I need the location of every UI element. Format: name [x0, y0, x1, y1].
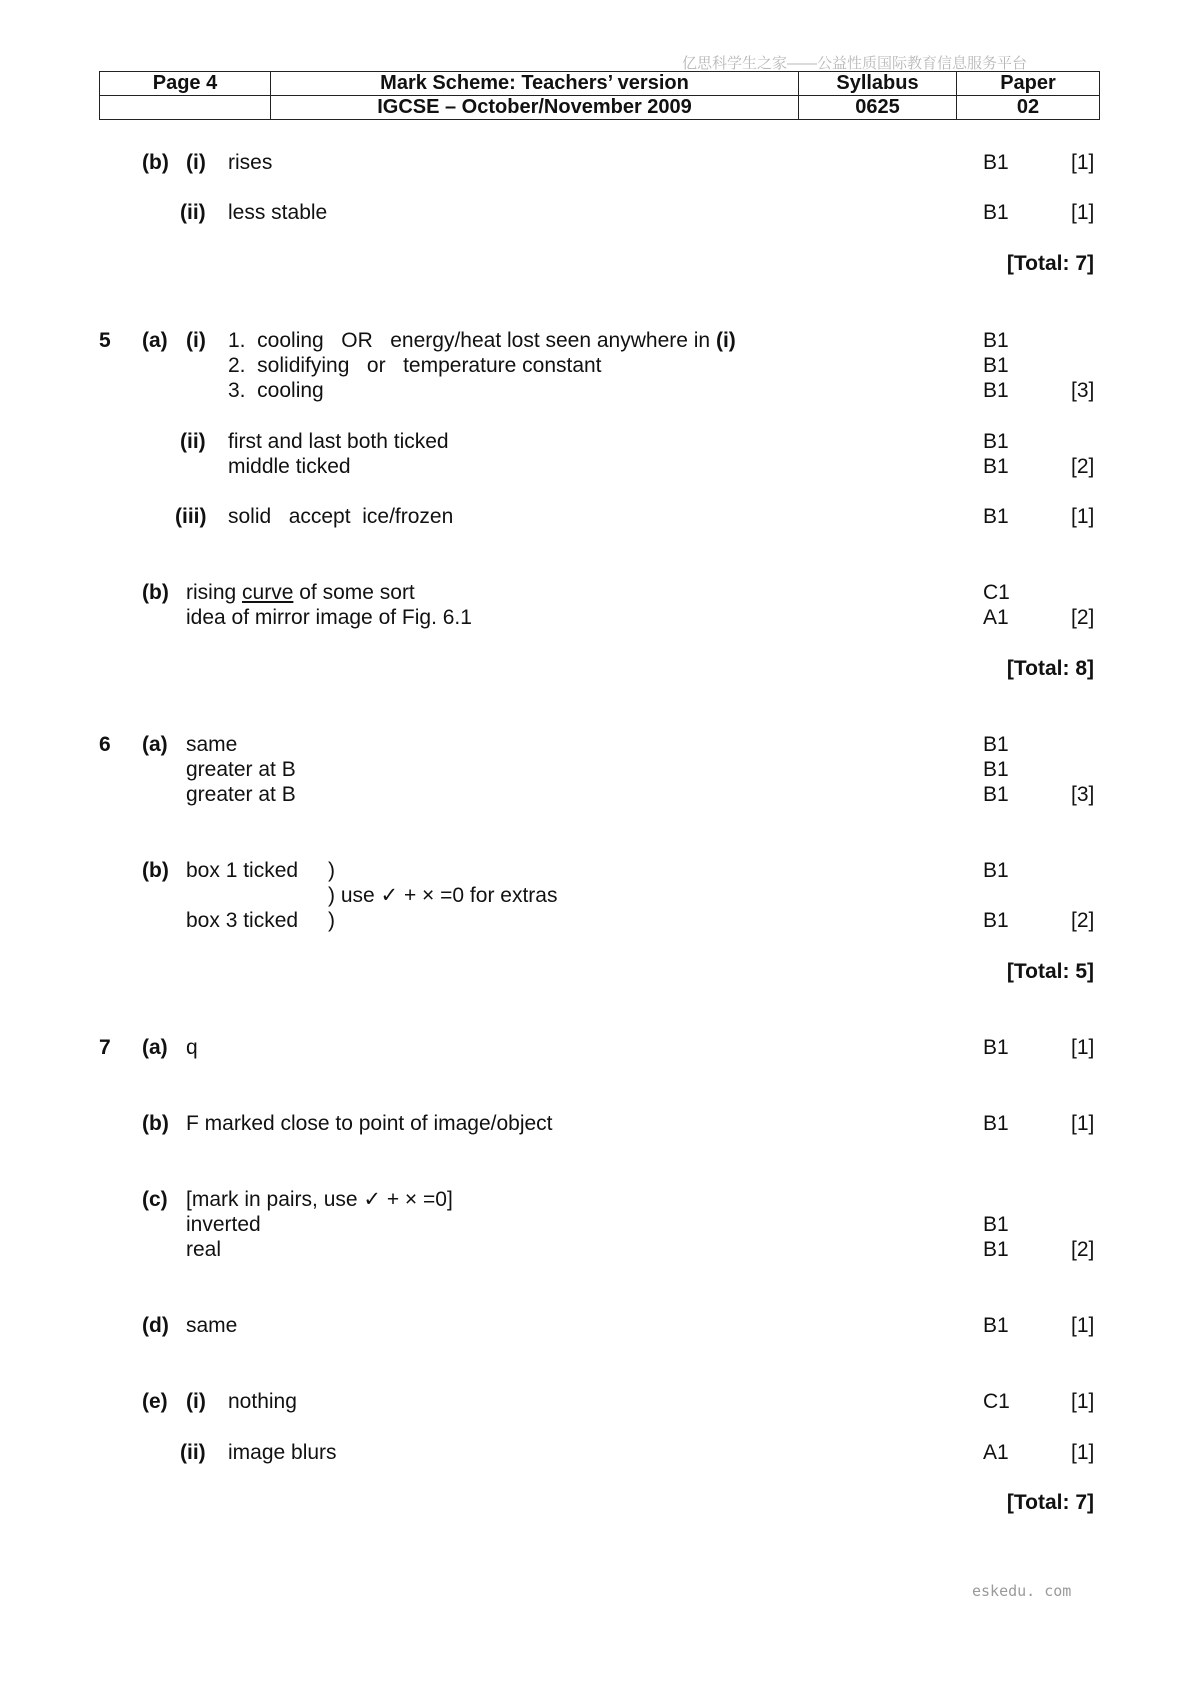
q7c-line2: inverted — [186, 1213, 261, 1236]
q7e-ii-answer: image blurs — [228, 1441, 337, 1464]
header-page: Page 4 — [100, 72, 271, 96]
q5a-i-mark-3: B1 — [983, 379, 1009, 402]
q4b-part-label: (b) — [142, 151, 169, 174]
q7a-mark: B1 — [983, 1036, 1009, 1059]
q5b-line2: idea of mirror image of Fig. 6.1 — [186, 606, 472, 629]
q6b-note: ) use ✓ + × =0 for extras — [328, 884, 558, 907]
q7e-ii-mark: A1 — [983, 1441, 1009, 1464]
q5-number: 5 — [99, 329, 111, 352]
header-table — [99, 71, 1100, 120]
q6b-part-label: (b) — [142, 859, 169, 882]
q5a-ii-label: (ii) — [180, 430, 206, 453]
q4b-ii-label: (ii) — [180, 201, 206, 224]
q7e-ii-label: (ii) — [180, 1441, 206, 1464]
q5b-score: [2] — [1071, 606, 1095, 629]
q7e-i-mark: C1 — [983, 1390, 1010, 1413]
q4b-ii-mark: B1 — [983, 201, 1009, 224]
header-paper: 02 — [957, 96, 1100, 120]
q7c-line1: [mark in pairs, use ✓ + × =0] — [186, 1188, 453, 1211]
q7b-score: [1] — [1071, 1112, 1095, 1135]
q6b-paren-3: ) — [328, 909, 335, 932]
q7c-line3: real — [186, 1238, 222, 1261]
q4b-i-score: [1] — [1071, 151, 1095, 174]
header-title: Mark Scheme: Teachers’ version — [271, 72, 799, 96]
q7c-mark-2: B1 — [983, 1238, 1009, 1261]
q5a-iii-answer: solid accept ice/frozen — [228, 505, 454, 528]
q6b-line3: box 3 ticked — [186, 909, 299, 932]
q7c-mark-1: B1 — [983, 1213, 1009, 1236]
q5a-ii-line1: first and last both ticked — [228, 430, 449, 453]
q6a-line2: greater at B — [186, 758, 296, 781]
q4b-i-mark: B1 — [983, 151, 1009, 174]
q5b-line1-underlined: curve — [242, 581, 294, 604]
q6b-mark-1: B1 — [983, 859, 1009, 882]
header-empty-cell — [100, 96, 271, 120]
q6a-line1: same — [186, 733, 238, 756]
q5a-iii-label: (iii) — [175, 505, 207, 528]
q6a-mark-2: B1 — [983, 758, 1009, 781]
q5a-i-label: (i) — [186, 329, 206, 352]
q4b-i-answer: rises — [228, 151, 273, 174]
q6-number: 6 — [99, 733, 111, 756]
q7e-part-label: (e) — [142, 1390, 168, 1413]
q7b-mark: B1 — [983, 1112, 1009, 1135]
q5a-i-mark-2: B1 — [983, 354, 1009, 377]
q6a-line3: greater at B — [186, 783, 296, 806]
q5a-i-line3: 3. cooling — [228, 379, 324, 402]
q5a-iii-mark: B1 — [983, 505, 1009, 528]
q5b-line1 — [186, 580, 415, 605]
q5b-line1-pre: rising — [186, 581, 243, 604]
q7a-part-label: (a) — [142, 1036, 168, 1059]
header-paper-label: Paper — [957, 72, 1100, 96]
q4b-i-label: (i) — [186, 151, 206, 174]
q7d-mark: B1 — [983, 1314, 1009, 1337]
q5b-line1-post: of some sort — [293, 581, 415, 604]
q7-total: [Total: 7] — [1006, 1491, 1094, 1514]
q5a-ii-mark-1: B1 — [983, 430, 1009, 453]
q7c-part-label: (c) — [142, 1188, 168, 1211]
q5b-mark-1: C1 — [983, 581, 1010, 604]
q4b-ii-answer: less stable — [228, 201, 328, 224]
q7e-ii-score: [1] — [1071, 1441, 1095, 1464]
q5a-i-score: [3] — [1071, 379, 1095, 402]
q7e-i-score: [1] — [1071, 1390, 1095, 1413]
q7d-part-label: (d) — [142, 1314, 169, 1337]
q5a-iii-score: [1] — [1071, 505, 1095, 528]
q5-total: [Total: 8] — [1006, 657, 1094, 680]
header-syllabus: 0625 — [799, 96, 957, 120]
q7d-answer: same — [186, 1314, 238, 1337]
q7e-i-label: (i) — [186, 1390, 206, 1413]
q5b-part-label: (b) — [142, 581, 169, 604]
footer-site-mark: eskedu. com — [972, 1582, 1072, 1600]
q6b-score: [2] — [1071, 909, 1095, 932]
q6a-mark-3: B1 — [983, 783, 1009, 806]
q7d-score: [1] — [1071, 1314, 1095, 1337]
q5b-mark-2: A1 — [983, 606, 1009, 629]
q5a-ii-mark-2: B1 — [983, 455, 1009, 478]
q7a-score: [1] — [1071, 1036, 1095, 1059]
q5a-i-mark-1: B1 — [983, 329, 1009, 352]
header-exam: IGCSE – October/November 2009 — [271, 96, 799, 120]
q7a-answer: q — [186, 1036, 198, 1059]
q6a-score: [3] — [1071, 783, 1095, 806]
q5a-ii-score: [2] — [1071, 455, 1095, 478]
watermark-text: 亿思科学生之家——公益性质国际教育信息服务平台 — [682, 55, 1028, 72]
q6a-part-label: (a) — [142, 733, 168, 756]
q7b-part-label: (b) — [142, 1112, 169, 1135]
q5a-i-line1-text: 1. cooling OR energy/heat lost seen anywhere in — [228, 329, 716, 352]
q6b-mark-2: B1 — [983, 909, 1009, 932]
q5a-ii-line2: middle ticked — [228, 455, 351, 478]
q7b-answer: F marked close to point of image/object — [186, 1112, 553, 1135]
q6b-line1: box 1 ticked — [186, 859, 299, 882]
q6b-paren-1: ) — [328, 859, 335, 882]
q6a-mark-1: B1 — [983, 733, 1009, 756]
q7c-score: [2] — [1071, 1238, 1095, 1261]
header-syllabus-label: Syllabus — [799, 72, 957, 96]
q5a-i-line1 — [228, 328, 736, 353]
q4-total: [Total: 7] — [1006, 252, 1094, 275]
q5a-part-label: (a) — [142, 329, 168, 352]
q7e-i-answer: nothing — [228, 1390, 297, 1413]
q5a-i-line1-ref: (i) — [715, 329, 736, 352]
q7-number: 7 — [99, 1036, 111, 1059]
q4b-ii-score: [1] — [1071, 201, 1095, 224]
q5a-i-line2: 2. solidifying or temperature constant — [228, 354, 602, 377]
q6-total: [Total: 5] — [1006, 960, 1094, 983]
